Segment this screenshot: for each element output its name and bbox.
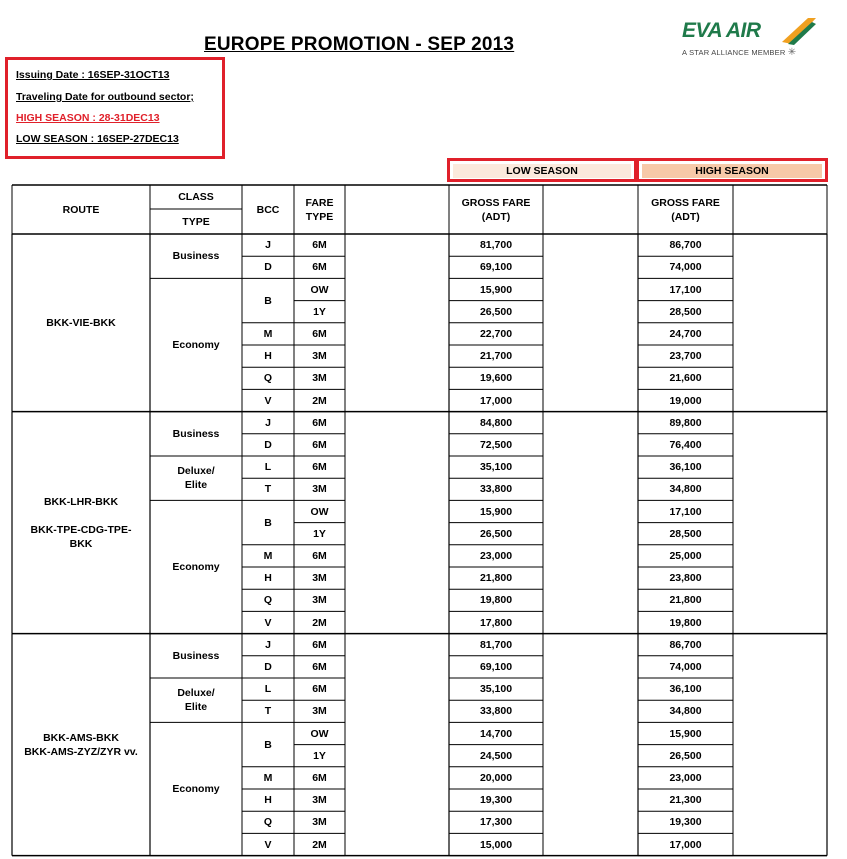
route-name-cell [12,731,150,759]
fare-type-cell: OW [310,283,329,296]
route-name-cell [12,495,150,551]
high-season-fare-cell: 21,300 [669,794,702,807]
low-season-fare-cell: 17,300 [479,816,513,829]
high-season-fare-cell: 24,700 [669,327,702,340]
low-season-fare-cell: 21,700 [479,350,513,363]
bcc-cell: V [264,838,272,851]
route-name-cell-line: BKK-AMS-BKK [43,731,119,744]
bcc-cell: Q [263,816,273,829]
fare-type-cell: 3M [312,483,327,496]
bcc-cell: J [265,638,271,651]
high-season-fare-cell: 21,800 [669,594,702,607]
class-cell-line: Deluxe/ [177,465,215,478]
header-low-gross-fare-line: (ADT) [481,210,511,223]
high-season-fare-cell: 74,000 [669,660,702,673]
bcc-cell: M [263,771,273,784]
fare-type-cell: 3M [312,705,327,718]
fare-type-cell: 2M [312,616,327,629]
high-season-fare-cell: 17,100 [669,283,702,296]
high-season-fare-cell: 23,800 [669,572,702,585]
low-season-fare-cell: 17,800 [479,616,513,629]
low-season-fare-cell: 81,700 [479,638,513,651]
low-season-fare-cell: 26,500 [479,305,513,318]
header-high-gross-fare-line: GROSS FARE [651,196,720,209]
low-season-fare-cell: 35,100 [479,461,513,474]
low-season-fare-cell: 14,700 [479,727,513,740]
fare-type-cell: 6M [312,549,327,562]
high-season-fare-cell: 28,500 [669,305,702,318]
high-season-fare-cell: 86,700 [669,239,702,252]
class-cell-line: Economy [172,561,220,573]
fare-type-cell: 1Y [313,305,326,318]
high-season-fare-cell: 76,400 [669,438,702,451]
route-name-cell-line: BKK-TPE-CDG-TPE- [30,523,132,536]
header-fare-type [294,196,345,224]
bcc-cell: M [263,327,273,340]
high-season-fare-cell: 25,000 [669,549,702,562]
class-cell [150,686,242,714]
low-season-fare-cell: 19,300 [479,794,513,807]
class-cell [150,464,242,492]
bcc-cell: B [264,294,272,307]
header-class: CLASS [178,191,214,203]
low-season-fare-cell: 81,700 [479,239,513,252]
high-season-fare-cell: 17,000 [669,838,702,851]
route-name-cell-line [12,509,150,523]
bcc-cell: D [264,438,272,451]
bcc-cell: H [264,572,272,585]
route-name-cell-line: BKK-AMS-ZYZ/ZYR vv. [24,745,138,758]
bcc-cell: J [265,416,271,429]
low-season-fare-cell: 24,500 [479,749,513,762]
logo-tagline: A STAR ALLIANCE MEMBER ✳ [682,47,797,58]
bcc-cell: L [264,461,272,474]
header-low-gross-fare-line: GROSS FARE [461,196,531,209]
low-season-fare-cell: 84,800 [479,416,513,429]
low-season-fare-cell: 20,000 [479,771,513,784]
class-cell [150,782,242,796]
high-season-fare-cell: 34,800 [669,705,702,718]
fare-type-cell: 6M [312,327,327,340]
high-season-fare-cell: 89,800 [669,416,702,429]
bcc-cell: V [264,616,272,629]
route-name-cell-line: BKK-LHR-BKK [43,495,119,508]
fare-type-cell: OW [310,727,329,740]
header-type: TYPE [182,215,210,228]
fare-type-cell: 1Y [313,527,326,540]
route-name-cell [12,316,150,330]
fare-type-cell: 3M [312,350,327,363]
high-season-fare-cell: 19,300 [669,816,702,829]
low-season-fare-cell: 69,100 [479,660,513,673]
class-cell-line: Economy [172,339,220,351]
low-season-fare-cell: 19,800 [479,594,513,607]
fare-type-cell: 3M [312,372,327,385]
class-cell [150,560,242,574]
class-cell-line: Business [172,649,220,662]
low-season-fare-cell: 19,600 [479,372,513,385]
fare-type-cell: OW [310,505,329,518]
bcc-cell: H [264,350,272,363]
fare-type-cell: 6M [312,239,327,252]
high-season-fare-cell: 28,500 [669,527,702,540]
high-season-dates: HIGH SEASON : 28-31DEC13 [16,112,160,124]
low-season-fare-cell: 26,500 [479,527,513,540]
traveling-date-note: Traveling Date for outbound sector; [16,91,194,103]
class-cell [150,649,242,663]
class-cell [150,338,242,352]
class-cell-line: Deluxe/ [177,687,215,700]
class-cell [150,427,242,441]
bcc-cell: T [264,705,272,718]
fare-type-cell: 3M [312,594,327,607]
header-route: ROUTE [62,203,100,216]
bcc-cell: J [265,239,271,252]
low-season-fare-cell: 35,100 [479,683,513,696]
bcc-cell: H [264,794,272,807]
class-cell [150,249,242,263]
logo-wordmark: EVA AIR [682,19,761,42]
low-season-dates: LOW SEASON : 16SEP-27DEC13 [16,133,179,145]
fare-type-cell: 2M [312,838,327,851]
bcc-cell: T [264,483,272,496]
fare-type-cell: 6M [312,683,327,696]
header-high-gross-fare-line: (ADT) [671,210,700,223]
class-cell-line: Elite [184,479,208,492]
high-season-fare-cell: 17,100 [669,505,702,518]
class-cell-line: Elite [184,701,208,714]
low-season-fare-cell: 15,900 [479,283,513,296]
header-bcc: BCC [256,203,280,216]
fare-type-cell: 6M [312,638,327,651]
bcc-cell: M [263,549,273,562]
low-season-label: LOW SEASON [453,164,631,178]
low-season-fare-cell: 72,500 [479,438,513,451]
bcc-cell: L [264,683,272,696]
low-season-fare-cell: 69,100 [479,261,513,274]
issuing-date: Issuing Date : 16SEP-31OCT13 [16,69,170,81]
fare-type-cell: 6M [312,771,327,784]
header-fare-type-line: TYPE [305,210,334,223]
fare-type-cell: 1Y [313,749,326,762]
fare-type-cell: 6M [312,438,327,451]
bcc-cell: V [264,394,272,407]
low-season-fare-cell: 23,000 [479,549,513,562]
bcc-cell: D [264,261,272,274]
page-title: EUROPE PROMOTION - SEP 2013 [204,34,515,55]
fare-type-cell: 6M [312,261,327,274]
route-name-cell-line: BKK [69,537,93,550]
star-alliance-icon: ✳ [787,47,797,58]
fare-type-cell: 2M [312,394,327,407]
high-season-fare-cell: 23,000 [669,771,702,784]
header-high-gross-fare [638,196,733,224]
high-season-fare-cell: 86,700 [669,638,702,651]
class-cell-line: Economy [172,783,220,795]
low-season-fare-cell: 21,800 [479,572,513,585]
fare-type-cell: 6M [312,461,327,474]
high-season-fare-cell: 21,600 [669,372,702,385]
high-season-fare-cell: 36,100 [669,461,702,474]
header-fare-type-line: FARE [305,196,334,209]
fare-type-cell: 3M [312,816,327,829]
bcc-cell: Q [263,372,273,385]
bcc-cell: B [264,516,272,529]
high-season-fare-cell: 15,900 [669,727,702,740]
route-name-cell-line: BKK-VIE-BKK [46,316,116,329]
fare-type-cell: 3M [312,572,327,585]
low-season-fare-cell: 22,700 [479,327,513,340]
header-low-gross-fare [449,196,543,224]
class-cell-line: Business [172,250,220,263]
bcc-cell: D [264,660,272,673]
class-cell-line: Business [172,427,220,440]
high-season-fare-cell: 19,800 [669,616,702,629]
low-season-fare-cell: 15,000 [479,838,513,851]
high-season-fare-cell: 19,000 [669,394,702,407]
high-season-fare-cell: 74,000 [669,261,702,274]
high-season-fare-cell: 34,800 [669,483,702,496]
high-season-fare-cell: 23,700 [669,350,702,363]
fare-type-cell: 6M [312,416,327,429]
high-season-fare-cell: 26,500 [669,749,702,762]
high-season-label: HIGH SEASON [642,164,822,178]
low-season-fare-cell: 17,000 [479,394,513,407]
fare-type-cell: 6M [312,660,327,673]
high-season-fare-cell: 36,100 [669,683,702,696]
low-season-fare-cell: 33,800 [479,705,513,718]
bcc-cell: Q [263,594,273,607]
low-season-fare-cell: 15,900 [479,505,513,518]
bcc-cell: B [264,738,272,751]
fare-type-cell: 3M [312,794,327,807]
low-season-fare-cell: 33,800 [479,483,513,496]
